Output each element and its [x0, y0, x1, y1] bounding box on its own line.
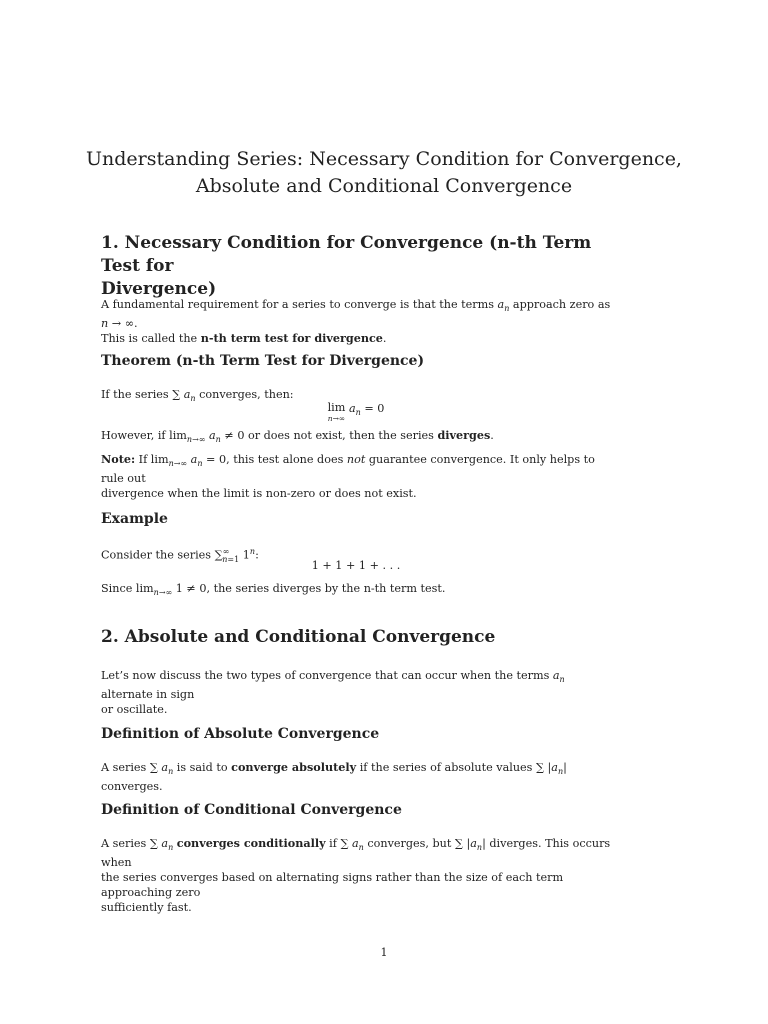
- page-title: [60, 146, 708, 200]
- conditional-convergence-definition: A series ∑ $a_n$ converges conditionally if ∑ $a_n$ converges, but ∑ $|a_n|$ diverges. This occurs when the series converges based on alternating signs rather than the size of each term approaching zero sufficiently fast.: [101, 836, 611, 915]
- section-2-heading: 2. Absolute and Conditional Convergence: [101, 627, 496, 647]
- page-number: 1: [380, 946, 388, 959]
- example-conclusion: Since $\lim_{n\to\infty} 1 \ne 0$, the series diverges by the n-th term test.: [101, 582, 446, 598]
- section-1-intro: A fundamental requirement for a series to converge is that the terms $a_n$ approach zero as n → ∞. This is called the n-th term test for divergence.: [101, 298, 611, 346]
- example-heading: Example: [101, 511, 168, 527]
- limit-equation: lim n→∞ $a_n = 0$: [327, 401, 385, 423]
- theorem-heading: Theorem (n-th Term Test for Divergence): [101, 353, 425, 369]
- absolute-convergence-definition: A series ∑ $a_n$ is said to converge absolutely if the series of absolute values ∑ $|a_n|$ converges.: [101, 760, 567, 794]
- section-2-intro: Let’s now discuss the two types of convergence that can occur when the terms $a_n$ alternate in sign or oscillate.: [101, 669, 565, 717]
- conditional-convergence-heading: Definition of Conditional Convergence: [101, 802, 402, 818]
- note-paragraph: Note: If $\lim_{n\to\infty} a_n = 0$, this test alone does not guarantee convergence. It only helps to rule out divergence when the limit is non-zero or does not exist.: [101, 452, 595, 501]
- title-line-2: Absolute and Conditional Convergence: [195, 175, 573, 197]
- however-paragraph: However, if $\lim_{n\to\infty} a_n \ne 0$ or does not exist, then the series diverges.: [101, 428, 494, 445]
- theorem-statement: If the series ∑ $a_n$ converges, then:: [101, 388, 294, 404]
- title-line-1: Understanding Series: Necessary Condition for Convergence,: [86, 148, 682, 170]
- section-1-heading: 1. Necessary Condition for Convergence (n-th Term Test for Divergence): [101, 233, 592, 299]
- example-statement: Consider the series $\sum^\infty_{n=1}$ 1$^n$:: [101, 547, 259, 564]
- absolute-convergence-heading: Definition of Absolute Convergence: [101, 726, 380, 742]
- example-display: 1 + 1 + 1 + . . .: [311, 559, 401, 572]
